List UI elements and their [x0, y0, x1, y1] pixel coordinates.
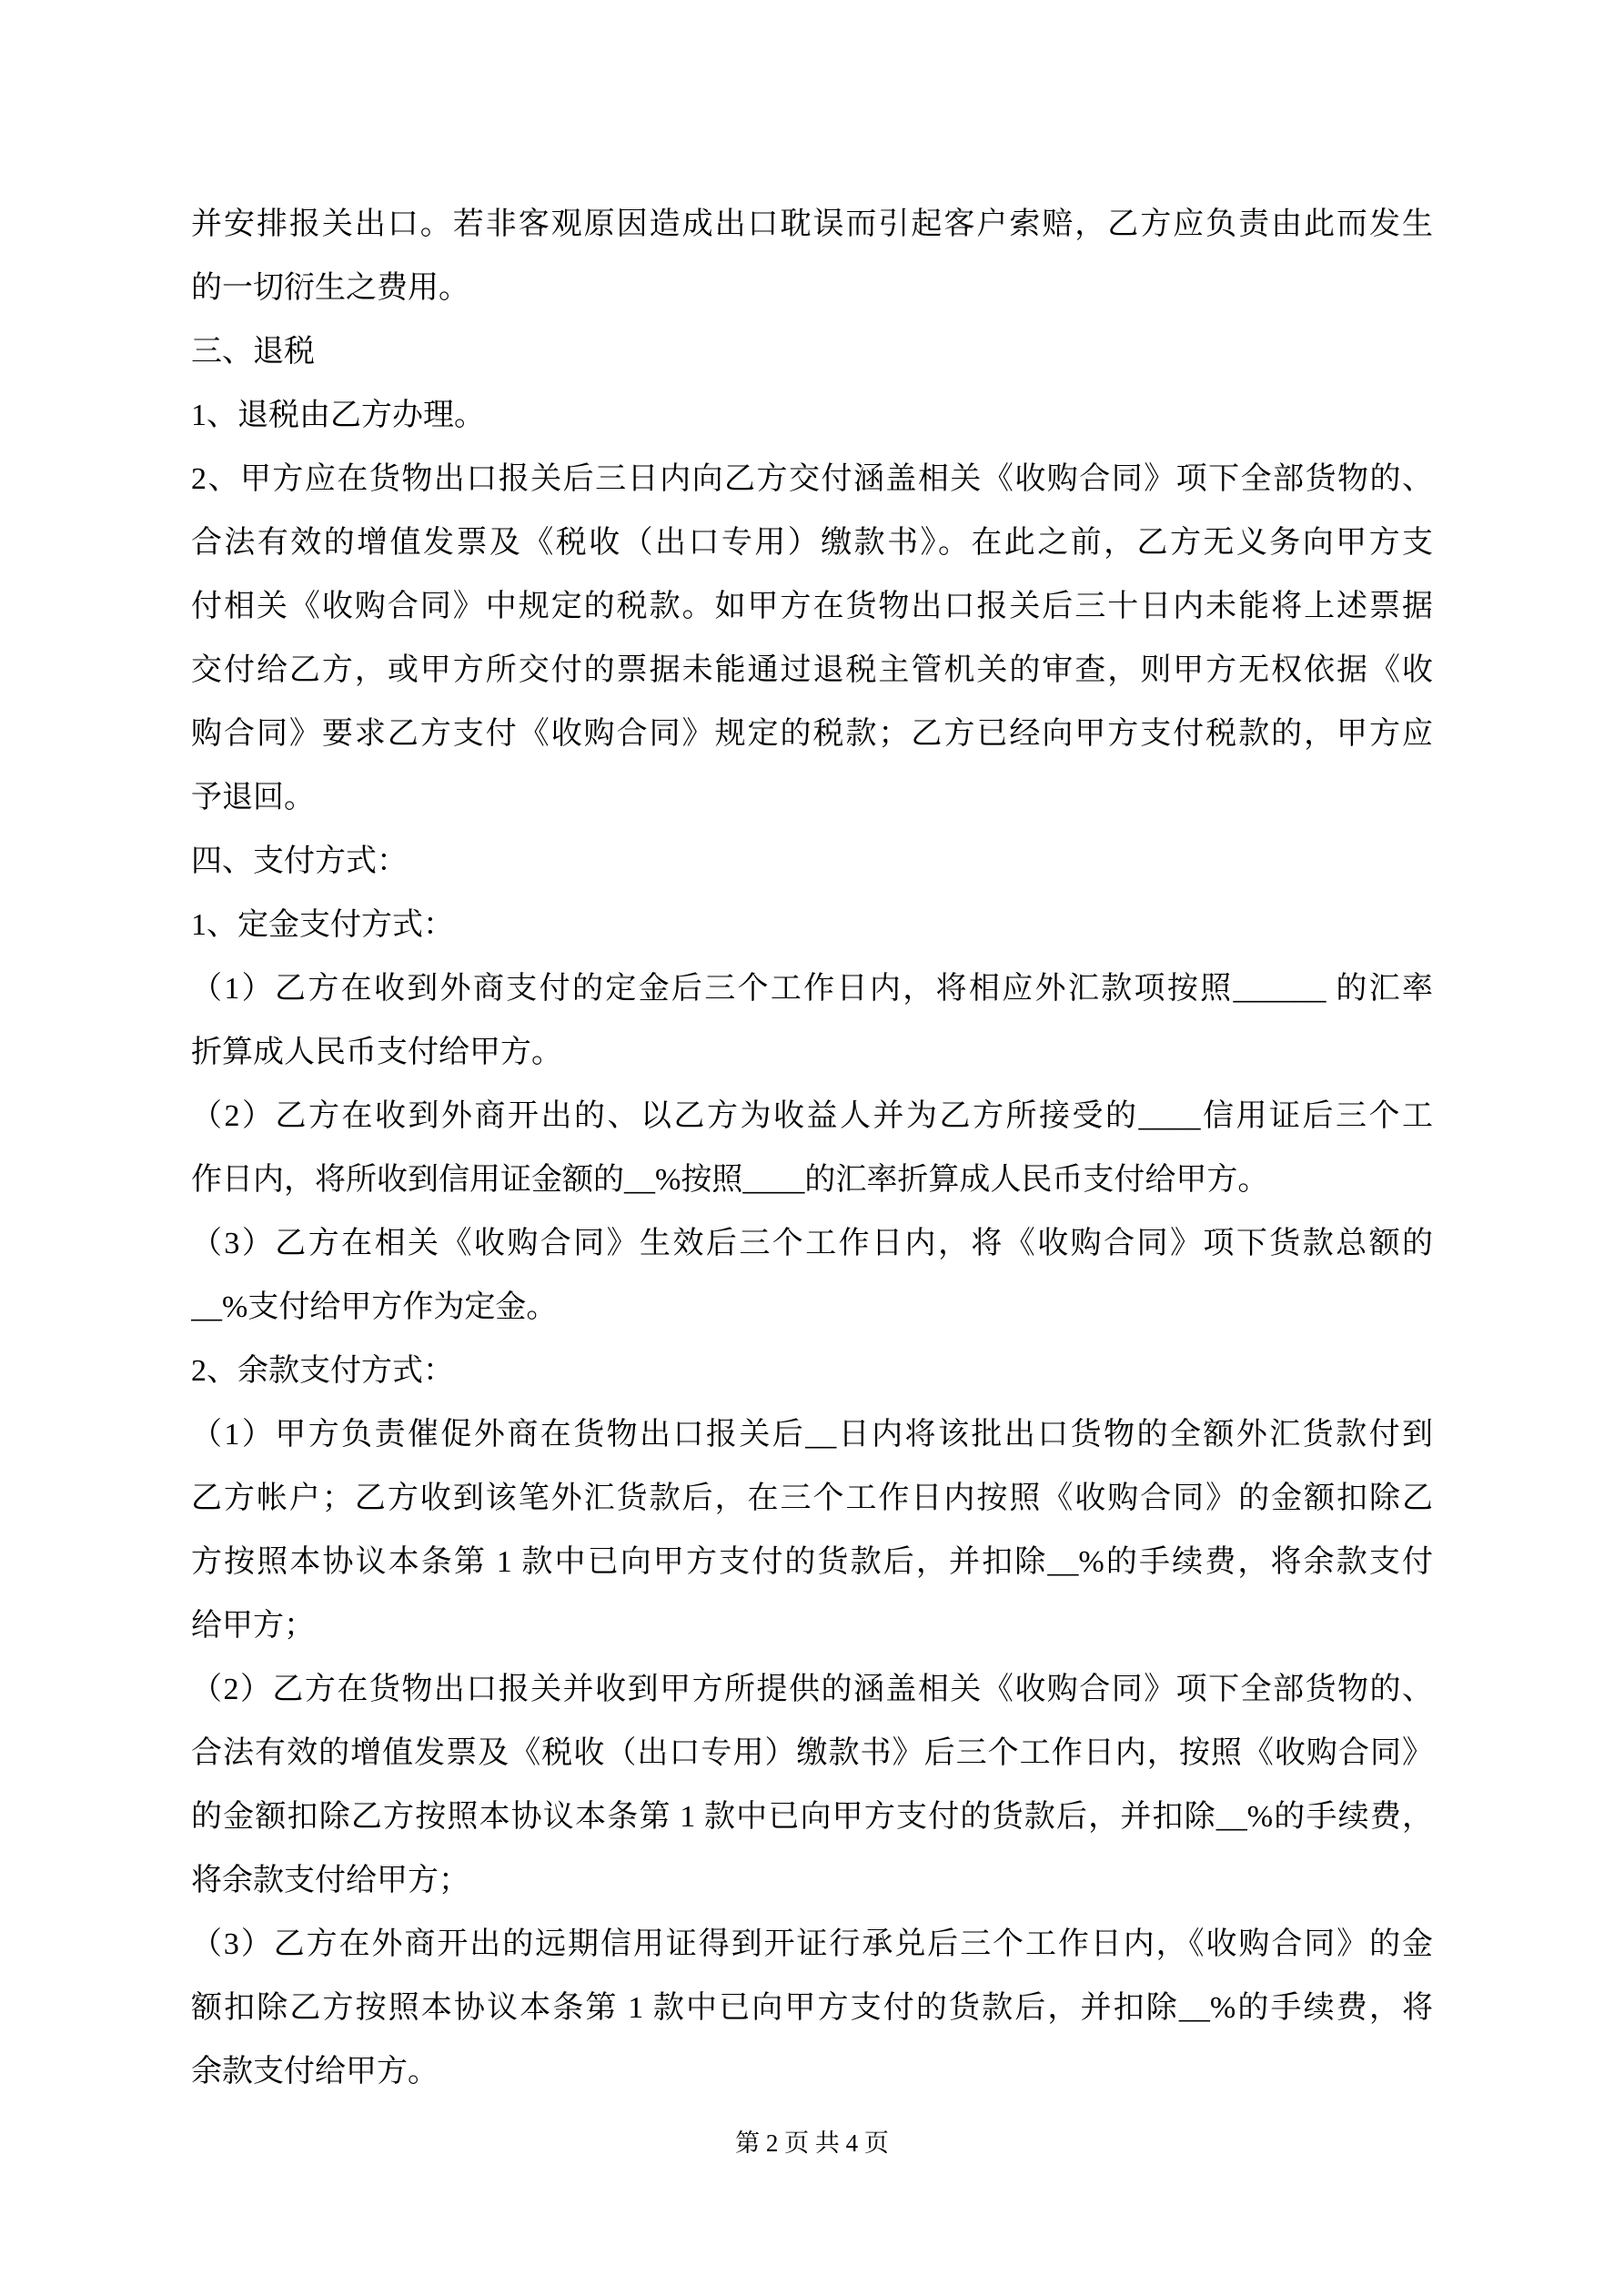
text-line: 额扣除乙方按照本协议本条第 1 款中已向甲方支付的货款后，并扣除__%的手续费，将: [191, 1991, 1433, 2025]
text-line: 购合同》要求乙方支付《收购合同》规定的税款；乙方已经向甲方支付税款的，甲方应: [191, 717, 1433, 751]
text-line: 的金额扣除乙方按照本协议本条第 1 款中已向甲方支付的货款后，并扣除__%的手续费，: [191, 1800, 1433, 1834]
text-line: 2、余款支付方式：: [191, 1354, 454, 1388]
text-line: （1）乙方在收到外商支付的定金后三个工作日内，将相应外汇款项按照______ 的汇率: [191, 972, 1433, 1006]
text-line: 余款支付给甲方。: [191, 2055, 439, 2089]
text-line: （2）乙方在收到外商开出的、以乙方为收益人并为乙方所接受的____信用证后三个工: [191, 1099, 1433, 1133]
text-line: 将余款支付给甲方；: [191, 1864, 469, 1897]
text-line: 合法有效的增值发票及《税收（出口专用）缴款书》后三个工作日内，按照《收购合同》: [191, 1736, 1433, 1770]
text-line: 合法有效的增值发票及《税收（出口专用）缴款书》。在此之前，乙方无义务向甲方支: [191, 526, 1433, 560]
text-line: （3）乙方在外商开出的远期信用证得到开证行承兑后三个工作日内，《收购合同》的金: [191, 1927, 1433, 1961]
text-line: 折算成人民币支付给甲方。: [191, 1036, 562, 1069]
text-line: 的一切衍生之费用。: [191, 271, 469, 305]
text-line: 给甲方；: [191, 1609, 315, 1643]
text-line: 交付给乙方，或甲方所交付的票据未能通过退税主管机关的审查，则甲方无权依据《收: [191, 653, 1433, 687]
text-line: 2、甲方应在货物出口报关后三日内向乙方交付涵盖相关《收购合同》项下全部货物的、: [191, 462, 1433, 496]
text-line: 予退回。: [191, 781, 315, 814]
text-line: 并安排报关出口。若非客观原因造成出口耽误而引起客户索赔，乙方应负责由此而发生: [191, 207, 1433, 241]
text-line: 付相关《收购合同》中规定的税款。如甲方在货物出口报关后三十日内未能将上述票据: [191, 590, 1433, 623]
text-line: 作日内，将所收到信用证金额的__%按照____的汇率折算成人民币支付给甲方。: [191, 1163, 1269, 1197]
text-line: 三、退税: [191, 335, 315, 369]
text-line: （2）乙方在货物出口报关并收到甲方所提供的涵盖相关《收购合同》项下全部货物的、: [191, 1673, 1433, 1706]
text-line: __%支付给甲方作为定金。: [191, 1290, 558, 1324]
text-line: 方按照本协议本条第 1 款中已向甲方支付的货款后，并扣除__%的手续费，将余款支付: [191, 1545, 1433, 1579]
text-line: 四、支付方式：: [191, 845, 408, 878]
text-line: 1、定金支付方式：: [191, 908, 454, 942]
text-line: （1）甲方负责催促外商在货物出口报关后__日内将该批出口货物的全额外汇货款付到: [191, 1418, 1433, 1451]
text-line: 乙方帐户；乙方收到该笔外汇货款后，在三个工作日内按照《收购合同》的金额扣除乙: [191, 1482, 1433, 1515]
page-footer: 第 2 页 共 4 页: [735, 2129, 889, 2157]
text-line: 1、退税由乙方办理。: [191, 399, 485, 432]
text-line: （3）乙方在相关《收购合同》生效后三个工作日内，将《收购合同》项下货款总额的: [191, 1227, 1433, 1260]
document-body: [191, 193, 1433, 2104]
